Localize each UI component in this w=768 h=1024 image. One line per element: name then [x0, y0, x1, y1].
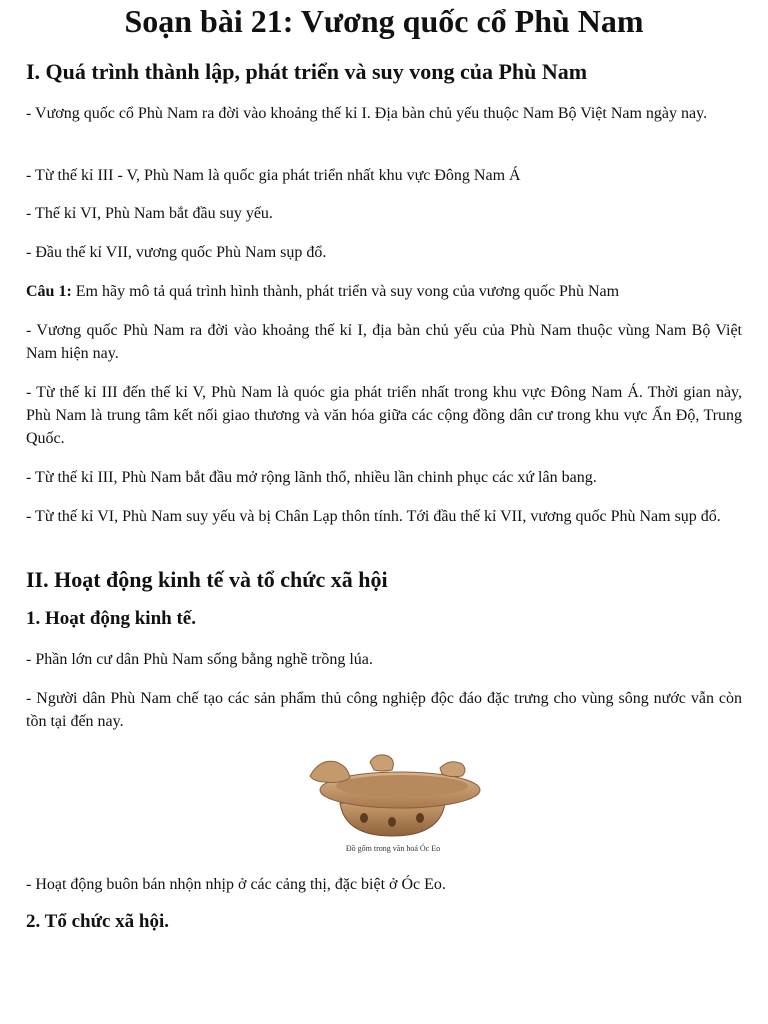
subsection-heading-society: 2. Tổ chức xã hội.: [26, 911, 170, 932]
question-label: Câu 1:: [26, 283, 72, 300]
section-2-heading: II. Hoạt động kinh tế và tổ chức xã hội: [26, 567, 388, 592]
question-text: Em hãy mô tả quá trình hình thành, phát triển và suy vong của vương quốc Phù Nam: [71, 283, 620, 300]
answer-paragraph: - Từ thế kỉ III đến thế kỉ V, Phù Nam là quóc gia phát triển nhất trong khu vực Đông Nam Á. Thời gian này, Phù Nam là trung tâm kết nối giao thương và văn hóa giữa các cộng đồng dân cư trong khu vực Ấn Độ, Trung Quốc.: [26, 384, 742, 447]
paragraph: - Thế kỉ VI, Phù Nam bắt đầu suy yếu.: [26, 205, 273, 222]
paragraph: - Phần lớn cư dân Phù Nam sống bằng nghề trồng lúa.: [26, 651, 373, 668]
pottery-image: [300, 748, 486, 843]
pottery-figure: [300, 748, 486, 856]
answer-paragraph: - Vương quốc Phù Nam ra đời vào khoảng thế kỉ I, địa bàn chủ yếu của Phù Nam thuộc vùng Nam Bộ Việt Nam hiện nay.: [26, 322, 742, 362]
page-title: Soạn bài 21: Vương quốc cổ Phù Nam: [124, 3, 644, 39]
paragraph: - Người dân Phù Nam chế tạo các sản phẩm thủ công nghiệp độc đáo đặc trưng cho vùng sông nước vẫn còn tồn tại đến nay.: [26, 690, 742, 730]
image-caption: Đồ gốm trong văn hoá Óc Eo: [345, 844, 441, 853]
paragraph: - Hoạt động buôn bán nhộn nhịp ở các cảng thị, đặc biệt ở Óc Eo.: [26, 876, 446, 893]
question-1: [26, 280, 742, 303]
section-1-heading: I. Quá trình thành lập, phát triển và suy vong của Phù Nam: [26, 59, 588, 84]
paragraph: - Từ thế kỉ III - V, Phù Nam là quốc gia phát triển nhất khu vực Đông Nam Á: [26, 167, 521, 184]
paragraph: - Đầu thế kỉ VII, vương quốc Phù Nam sụp đổ.: [26, 244, 327, 261]
answer-paragraph: - Từ thế kỉ VI, Phù Nam suy yếu và bị Chân Lạp thôn tính. Tới đầu thế kỉ VII, vương quốc Phù Nam sụp đổ.: [26, 508, 721, 525]
subsection-heading-economy: 1. Hoạt động kinh tế.: [26, 608, 196, 629]
answer-paragraph: - Từ thế kỉ III, Phù Nam bắt đầu mở rộng lãnh thổ, nhiều lần chinh phục các xứ lân bang.: [26, 469, 597, 486]
paragraph: - Vương quốc cổ Phù Nam ra đời vào khoảng thế kỉ I. Địa bàn chủ yếu thuộc Nam Bộ Việt Nam ngày nay.: [26, 105, 708, 122]
